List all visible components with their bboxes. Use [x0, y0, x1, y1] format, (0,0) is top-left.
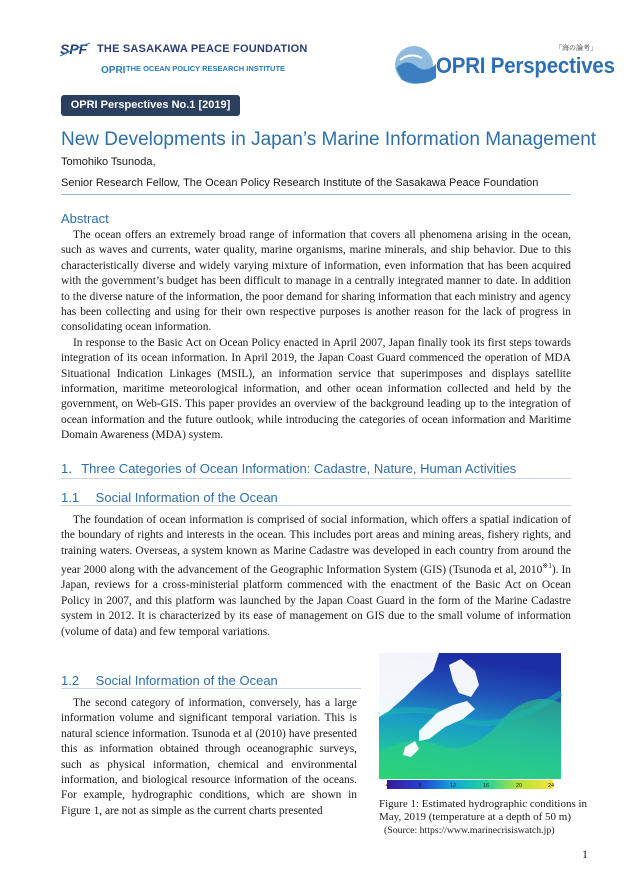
figure-source: (Source: https://www.marinecrisiswatch.jp)	[384, 825, 555, 836]
colorbar-tick: 4	[385, 783, 389, 789]
section-1-heading: 1．Three Categories of Ocean Information: Cadastre, Nature, Human Activities	[61, 461, 517, 476]
section-1-1-paragraph	[61, 513, 571, 640]
series-badge: OPRI Perspectives No.1 [2019]	[61, 95, 240, 116]
author-affiliation: Senior Research Fellow, The Ocean Policy Research Institute of the Sasakawa Peace Foundation	[61, 177, 539, 189]
abstract-paragraph-1: The ocean offers an extremely broad range of information that covers all phenomena arising in the ocean, such as waves and currents, water quality, marine organisms, marine minerals, and ship behavior. Due to this characteristically diverse and widely varying mixture of information, even information that has been acquired with the government’s budget has been difficult to manage in a centrally integrated manner to date. In addition to the diverse nature of the information, the poor demand for sharing information that each ministry and agency has been collecting and using for their own respective purposes is another reason for the lack of progress in consolidating ocean information.	[61, 229, 571, 334]
abstract-paragraph-2: In response to the Basic Act on Ocean Policy enacted in April 2007, Japan finally took its first steps towards integration of its ocean information. In April 2019, the Japan Coast Guard commenced the operation of MDA Situational Indication Linkages (MSIL), an information service that superimposes and displays satellite information, maritime meteorological information, and other ocean information collected and held by the government, on Web-GIS. This paper provides an overview of the background leading up to the integration of ocean information and the future outlook, while introducing the categories of ocean information and Maritime Domain Awareness (MDA) system.	[61, 336, 571, 442]
svg-text:OPRI: OPRI	[101, 65, 126, 76]
opri-logo-icon	[101, 63, 126, 76]
colorbar-tick: 20	[515, 783, 523, 789]
section-1-2-divider	[61, 688, 361, 689]
section-1-1-divider	[61, 505, 571, 506]
section-1-1-heading: 1.1 Social Information of the Ocean	[61, 490, 278, 505]
abstract-body	[61, 228, 571, 444]
colorbar-tick: 12	[449, 783, 457, 789]
section-1-divider	[61, 478, 571, 479]
section-1-2-paragraph: The second category of information, conversely, has a large information volume and significant temporal variation. This is natural science information. Tsunoda et al (2010) have presented this as information obtained through oceanographic surveys, such as physical information, chemical and environmental information, and biological resource information of the oceans. For example, hydrographic conditions, which are shown in Figure 1, are not as simple as the current charts presented	[61, 697, 357, 817]
colorbar-tick: 8	[418, 783, 422, 789]
author-name: Tomohiko Tsunoda,	[61, 156, 156, 168]
section-1-1-text-a: The foundation of ocean information is comprised of social information, which offers a spatial indication of the boundary of rights and interests in the ocean. This includes port areas and mining areas, fishery rights, and training waters. Overseas, a system known as Marine Cadastre was developed in each country from around the year 2000 along with the advancement of the Geographic Information System (GIS) (Tsunoda et al, 2010	[61, 514, 571, 577]
page-number: 1	[582, 847, 588, 861]
perspectives-title: OPRI Perspectives	[436, 53, 615, 78]
svg-text:SPF: SPF	[60, 41, 88, 57]
spf-logo-icon	[60, 41, 90, 57]
section-1-1-body	[61, 513, 571, 640]
colorbar-tick: 16	[482, 783, 490, 789]
article-title: New Developments in Japan’s Marine Information Management	[61, 129, 597, 150]
perspectives-wave-icon	[392, 44, 438, 86]
abstract-heading: Abstract	[61, 211, 109, 226]
foundation-name: THE SASAKAWA PEACE FOUNDATION	[97, 43, 308, 55]
hydrographic-map-figure	[379, 653, 561, 793]
section-1-1-text-b: ). In Japan, reviews for a cross-ministerial platform commenced with the enactment of the Basic Act on Ocean Policy in 2007, and this platform was launched by the Japan Coast Guard in the form of the Marine Cadastre system in 2012. It is characterized by its ease of management on GIS due to the small volume of information (volume of data) and few temporal variations.	[61, 564, 571, 638]
colorbar-tick: 24	[547, 783, 555, 789]
figure-caption: Figure 1: Estimated hydrographic conditions in May, 2019 (temperature at a depth of 50 m)	[379, 798, 588, 823]
perspectives-subtitle: 「海の論考」	[555, 44, 597, 52]
section-1-2-body	[61, 696, 357, 819]
footnote-ref: ※1	[542, 562, 552, 571]
institute-name: THE OCEAN POLICY RESEARCH INSTITUTE	[126, 64, 286, 73]
colorbar-labels	[379, 783, 561, 793]
title-divider	[61, 194, 571, 195]
section-1-2-heading: 1.2 Social Information of the Ocean	[61, 673, 278, 688]
